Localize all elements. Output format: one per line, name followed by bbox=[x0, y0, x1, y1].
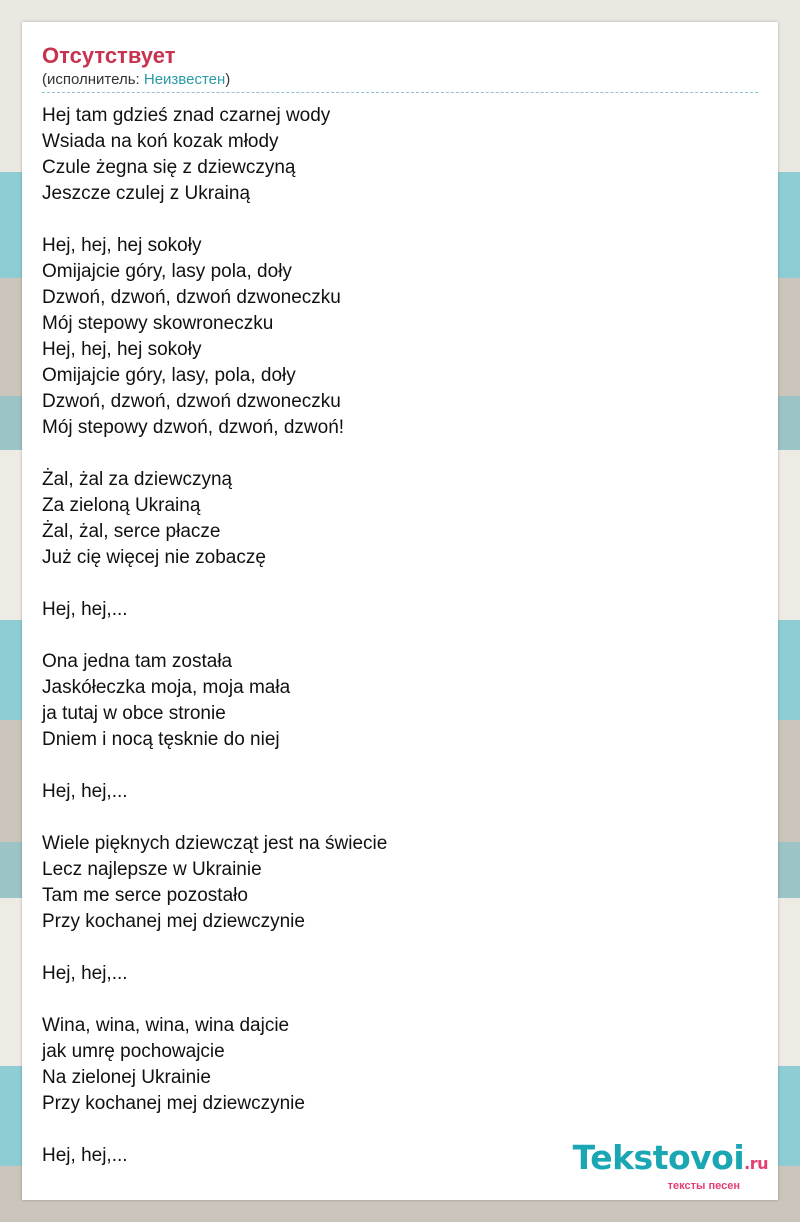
lyrics-line: Dzwoń, dzwoń, dzwoń dzwoneczku bbox=[42, 391, 341, 412]
lyrics-stanza bbox=[42, 961, 758, 987]
logo-tld: .ru bbox=[744, 1154, 768, 1173]
lyrics-line: Jaskółeczka moja, moja mała bbox=[42, 677, 291, 698]
lyrics-line: Na zielonej Ukrainie bbox=[42, 1067, 211, 1088]
lyrics-stanza bbox=[42, 103, 758, 207]
lyrics-line: Hej, hej, hej sokoły bbox=[42, 339, 202, 360]
lyrics-line: Hej, hej, hej sokoły bbox=[42, 235, 202, 256]
lyrics-line: Przy kochanej mej dziewczynie bbox=[42, 911, 305, 932]
lyrics-line: Mój stepowy dzwoń, dzwoń, dzwoń! bbox=[42, 417, 345, 438]
lyrics-stanza bbox=[42, 467, 758, 571]
artist-suffix: ) bbox=[225, 71, 231, 88]
lyrics-stanza bbox=[42, 779, 758, 805]
lyrics-line: Hej, hej,... bbox=[42, 781, 128, 802]
lyrics-line: Mój stepowy skowroneczku bbox=[42, 313, 274, 334]
artist-link[interactable]: Неизвестен bbox=[143, 71, 226, 88]
lyrics-line: Hej, hej,... bbox=[42, 1145, 128, 1166]
lyrics-line: Wsiada na koń kozak młody bbox=[42, 131, 279, 152]
logo-tagline: тексты песен bbox=[667, 1180, 740, 1192]
lyrics-stanza bbox=[42, 1013, 758, 1117]
lyrics-line: Żal, żal, serce płacze bbox=[42, 521, 221, 542]
lyrics-line: Omijajcie góry, lasy pola, doły bbox=[42, 261, 292, 282]
lyrics-stanza bbox=[42, 233, 758, 441]
lyrics-line: jak umrę pochowajcie bbox=[42, 1041, 225, 1062]
lyrics-line: Czule żegna się z dziewczyną bbox=[42, 157, 296, 178]
lyrics-line: Tam me serce pozostało bbox=[42, 885, 248, 906]
lyrics-text bbox=[42, 103, 758, 1169]
artist-line bbox=[42, 70, 758, 93]
lyrics-stanza bbox=[42, 831, 758, 935]
logo-name: Tekstovoi bbox=[572, 1138, 745, 1177]
song-title: Отсутствует bbox=[42, 43, 176, 68]
lyrics-line: Za zieloną Ukrainą bbox=[42, 495, 201, 516]
lyrics-stanza bbox=[42, 649, 758, 753]
lyrics-line: Hej tam gdzieś znad czarnej wody bbox=[42, 105, 331, 126]
artist-prefix: (исполнитель: bbox=[42, 71, 144, 88]
lyrics-line: ja tutaj w obce stronie bbox=[42, 703, 226, 724]
lyrics-line: Ona jedna tam została bbox=[42, 651, 233, 672]
lyrics-line: Wina, wina, wina, wina dajcie bbox=[42, 1015, 290, 1036]
lyrics-line: Omijajcie góry, lasy, pola, doły bbox=[42, 365, 296, 386]
lyrics-line: Dniem i nocą tęsknie do niej bbox=[42, 729, 280, 750]
lyrics-line: Wiele pięknych dziewcząt jest na świecie bbox=[42, 833, 388, 854]
lyrics-card bbox=[22, 22, 778, 1200]
lyrics-line: Lecz najlepsze w Ukrainie bbox=[42, 859, 262, 880]
lyrics-line: Hej, hej,... bbox=[42, 963, 128, 984]
lyrics-stanza bbox=[42, 597, 758, 623]
lyrics-line: Już cię więcej nie zobaczę bbox=[42, 547, 266, 568]
lyrics-line: Jeszcze czulej z Ukrainą bbox=[42, 183, 251, 204]
lyrics-line: Dzwoń, dzwoń, dzwoń dzwoneczku bbox=[42, 287, 341, 308]
site-logo[interactable] bbox=[572, 1138, 768, 1192]
lyrics-line: Żal, żal za dziewczyną bbox=[42, 469, 233, 490]
logo-wordmark bbox=[572, 1138, 768, 1181]
lyrics-line: Przy kochanej mej dziewczynie bbox=[42, 1093, 305, 1114]
lyrics-line: Hej, hej,... bbox=[42, 599, 128, 620]
